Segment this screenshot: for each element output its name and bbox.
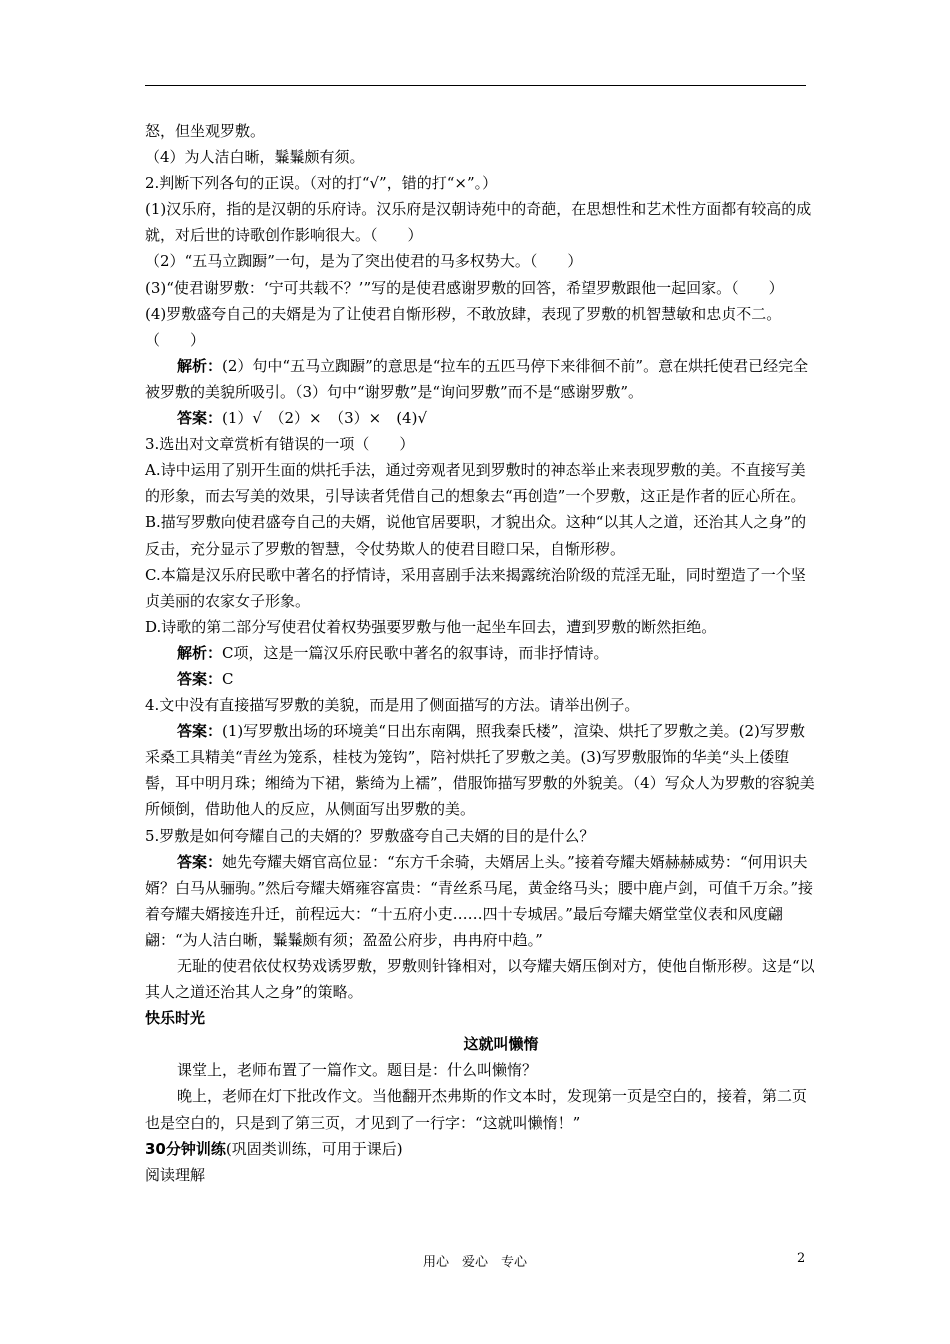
q2-analysis: [145, 353, 817, 405]
answer-text: (1）√ （2）× （3）× (4)√: [222, 409, 427, 428]
q3-option-c: C.本篇是汉乐府民歌中著名的抒情诗，采用喜剧手法来揭露统治阶级的荒淫无耻，同时塑造了一个坚贞美丽的农家女子形象。: [145, 565, 806, 610]
q3-option-a: A.诗中运用了别开生面的烘托手法，通过旁观者见到罗敷时的神态举止来表现罗敷的美。不直接写美的形象，而去写美的效果，引导读者凭借自己的想象去“再创造”一个罗敷，这正是作者的匠心所在。: [145, 461, 806, 506]
text-line: 怒，但坐观罗敷。: [145, 122, 266, 140]
q5-answer: [145, 849, 817, 953]
analysis-label: 解析：: [177, 643, 223, 662]
training-subheading: 阅读理解: [145, 1165, 206, 1184]
q3-answer: [145, 666, 817, 692]
section-heading-happy-time: 快乐时光: [145, 1009, 206, 1028]
text-line: （4）为人洁白晰，鬑鬑颇有须。: [145, 148, 365, 167]
q2-item-3: (3)“使君谢罗敷：‘宁可共载不？’”写的是使君感谢罗敷的回答，希望罗敷跟他一起回家。（ ）: [145, 278, 784, 297]
story-title: 这就叫懒惰: [463, 1035, 539, 1054]
story-paragraph: 晚上，老师在灯下批改作文。当他翻开杰弗斯的作文本时，发现第一页是空白的，接着，第二页也是空白的，只是到了第三页，才见到了一行字：“这就叫懒惰！”: [145, 1087, 808, 1132]
header-rule: [145, 85, 806, 86]
footer-text: 用心 爱心 专心: [422, 1255, 527, 1270]
q2-item-4: (4)罗敷盛夸自己的夫婿是为了让使君自惭形秽，不敢放肆，表现了罗敷的机智慧敏和忠贞不二。（ ）: [145, 304, 782, 349]
q2-item-1: (1)汉乐府，指的是汉朝的乐府诗。汉乐府是汉朝诗苑中的奇葩，在思想性和艺术性方面都有较高的成就，对后世的诗歌创作影响很大。（ ）: [145, 200, 812, 245]
analysis-label: 解析：: [177, 356, 223, 375]
training-title: 30分钟训练: [145, 1139, 226, 1158]
q4-answer: [145, 718, 817, 822]
training-note: (巩固类训练，可用于课后): [225, 1139, 403, 1158]
answer-text: 她先夸耀夫婿官高位显：“东方千余骑，夫婿居上头。”接着夸耀夫婿赫赫威势：“何用识夫婿？白马从骊驹。”然后夸耀夫婿雍容富贵：“青丝系马尾，黄金络马头；腰中鹿卢剑，可值千万余。”接着夸耀夫婿接连升迁，前程远大：“十五府小吏……四十专城居。”最后夸耀夫婿堂堂仪表和风度翩翩：“为人洁白晰，鬑鬑颇有须；盈盈公府步，冉冉府中趋。”: [145, 852, 814, 949]
answer-label: 答案：: [177, 852, 223, 871]
story-paragraph: 课堂上，老师布置了一篇作文。题目是：什么叫懒惰？: [177, 1061, 538, 1080]
question-5: 5.罗敷是如何夸耀自己的夫婿的？罗敷盛夸自己夫婿的目的是什么？: [145, 826, 595, 845]
page-content: [145, 118, 817, 1188]
analysis-text: (2）句中“五马立踟蹰”的意思是“拉车的五匹马停下来徘徊不前”。意在烘托使君已经完全被罗敷的美貌所吸引。（3）句中“谢罗敷”是“询问罗敷”而不是“感谢罗敷”。: [145, 356, 809, 401]
q3-analysis: [145, 640, 817, 666]
page-number: 2: [797, 1251, 806, 1266]
answer-text: C: [222, 669, 234, 688]
question-4: 4.文中没有直接描写罗敷的美貌，而是用了侧面描写的方法。请举出例子。: [145, 696, 640, 715]
q2-answer: [145, 405, 817, 431]
q2-item-2: （2）“五马立踟蹰”一句，是为了突出使君的马多权势大。（ ）: [145, 252, 583, 271]
training-heading: [145, 1136, 817, 1162]
answer-label: 答案：: [177, 409, 223, 428]
answer-label: 答案：: [177, 669, 223, 688]
q5-answer-continued: 无耻的使君依仗权势戏诱罗敷，罗敷则针锋相对，以夸耀夫婿压倒对方，使他自惭形秽。这是“以其人之道还治其人之身”的策略。: [145, 957, 815, 1002]
answer-text: (1)写罗敷出场的环境美“日出东南隅，照我秦氏楼”，渲染、烘托了罗敷之美。(2)写罗敷采桑工具精美“青丝为笼系，桂枝为笼钩”，陪衬烘托了罗敷之美。(3)写罗敷服饰的华美“头上倭堕髻，耳中明月珠；缃绮为下裙，紫绮为上襦”，借服饰描写罗敷的外貌美。（4）写众人为罗敷的容貌美所倾倒，借助他人的反应，从侧面写出罗敷的美。: [145, 722, 815, 819]
question-2: 2.判断下列各句的正误。（对的打“√”，错的打“×”。）: [145, 174, 498, 193]
answer-label: 答案：: [177, 722, 223, 741]
q3-option-d: D.诗歌的第二部分写使君仗着权势强要罗敷与他一起坐车回去，遭到罗敷的断然拒绝。: [145, 617, 717, 636]
q3-option-b: B.描写罗敷向使君盛夸自己的夫婿，说他官居要职，才貌出众。这种“以其人之道，还治其人之身”的反击，充分显示了罗敷的智慧，令仗势欺人的使君目瞪口呆，自惭形秽。: [145, 513, 807, 558]
page-footer: [0, 1251, 950, 1271]
analysis-text: C项，这是一篇汉乐府民歌中著名的叙事诗，而非抒情诗。: [222, 643, 609, 662]
question-3: 3.选出对文章赏析有错误的一项（ ）: [145, 435, 415, 454]
